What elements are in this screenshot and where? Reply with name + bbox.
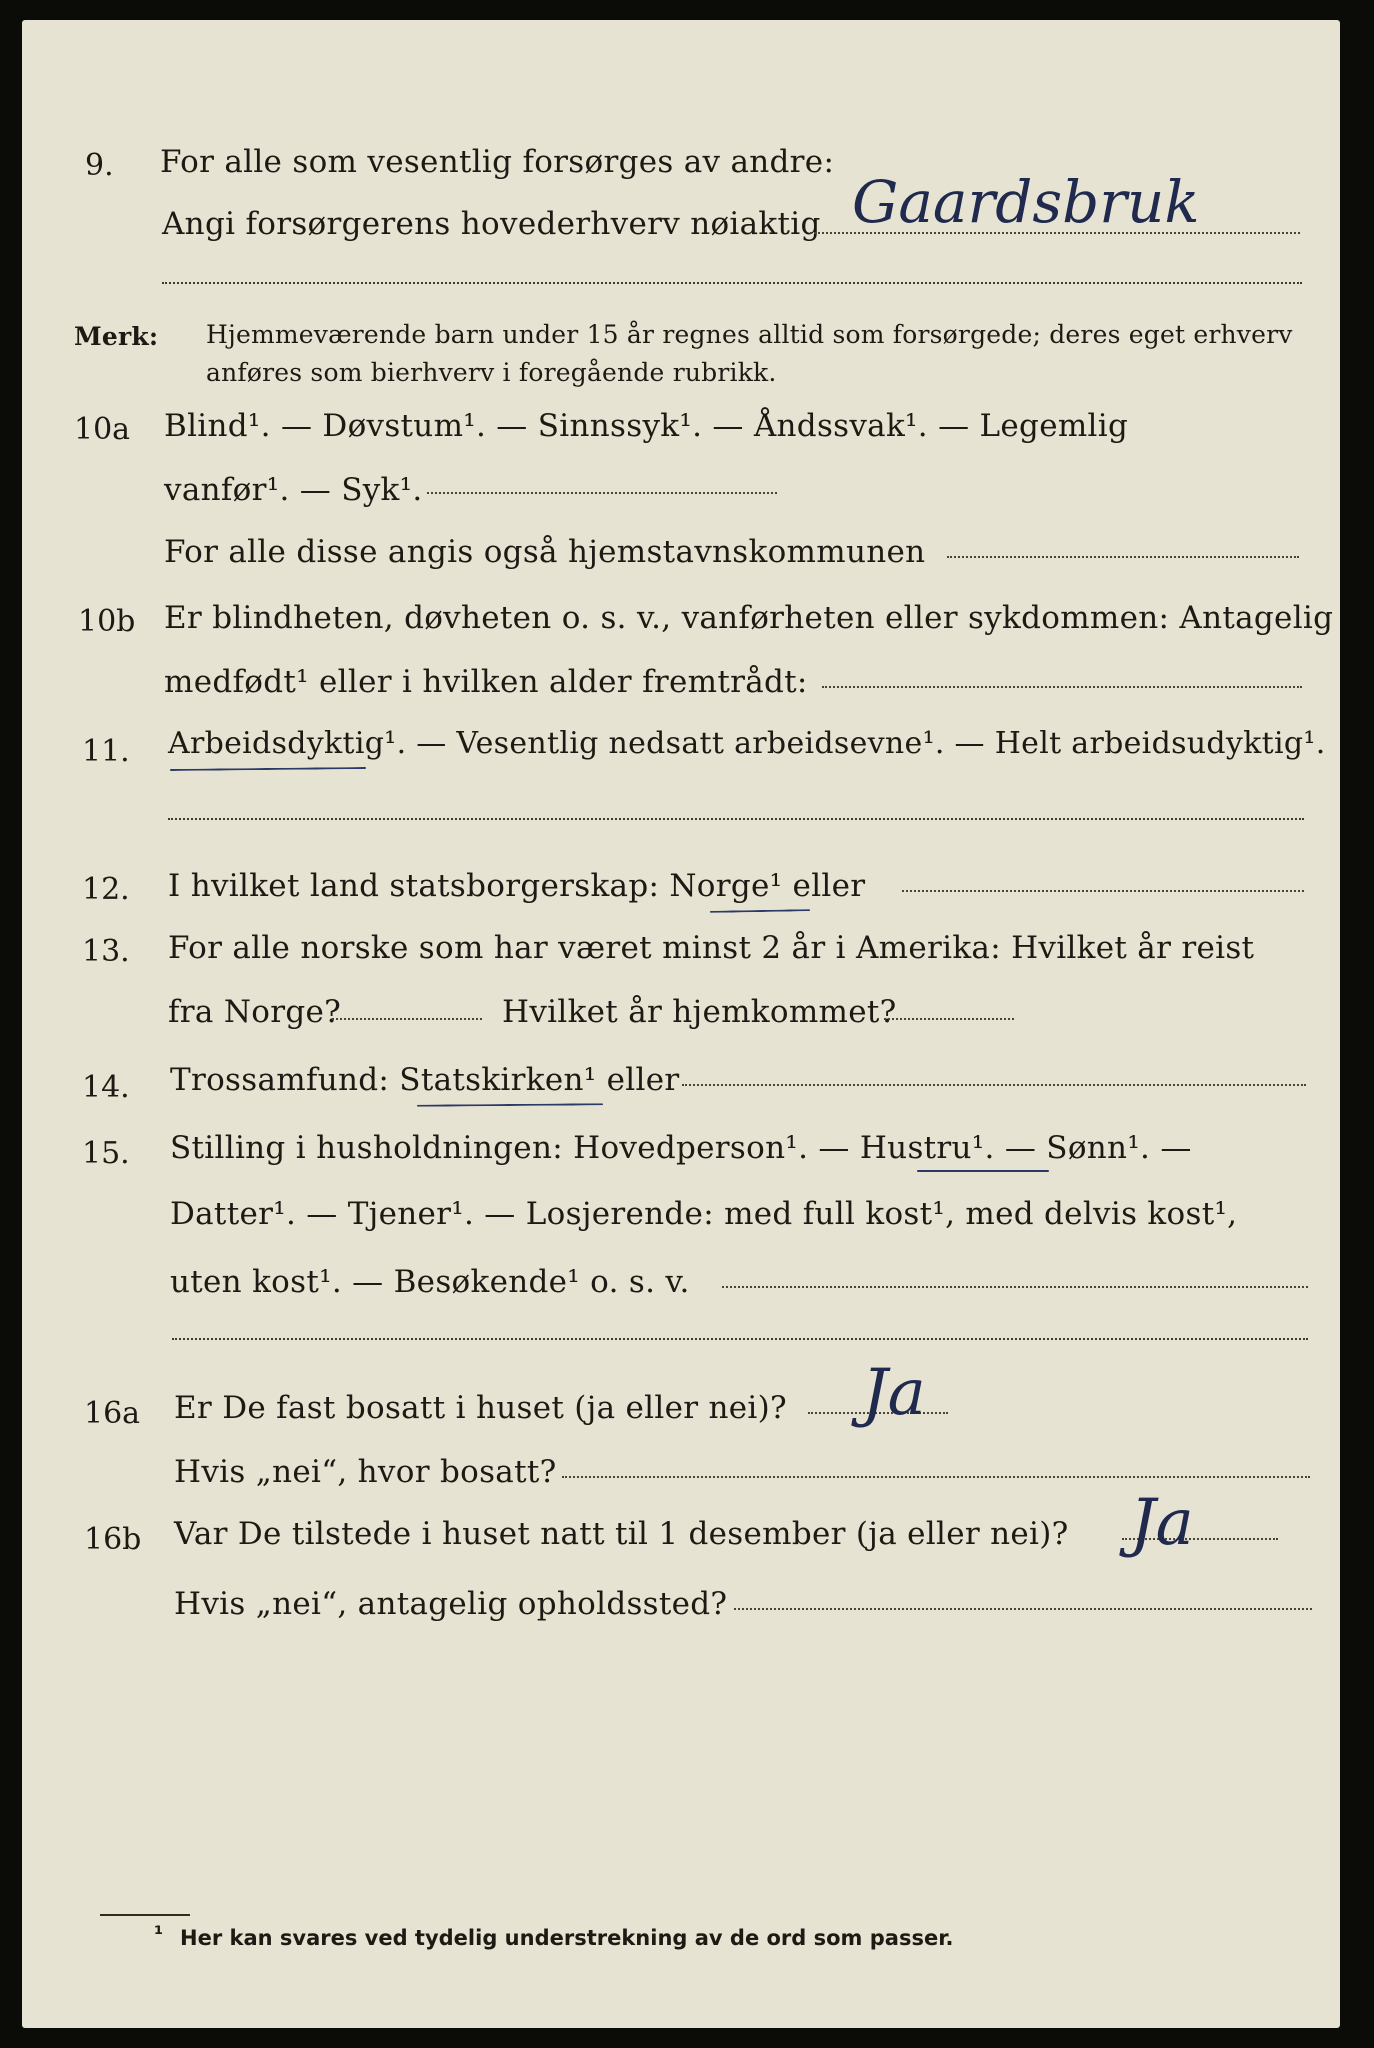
merk-line2: anføres som bierhverv i foregående rubrikk. (206, 358, 777, 387)
q15-handwritten-underline (917, 1170, 1049, 1172)
q10b-line2: medfødt¹ eller i hvilken alder fremtrådt: (164, 664, 808, 700)
q15-line1: Stilling i husholdningen: Hovedperson¹. — Hustru¹. — Sønn¹. — (170, 1130, 1192, 1166)
q14-number: 14. (82, 1070, 130, 1105)
q9-extra-line (162, 282, 1302, 284)
q14-answer-line (682, 1084, 1306, 1086)
q16b-location-line (734, 1608, 1312, 1610)
q9-question-line2: Angi forsørgerens hovederhverv nøiaktig (162, 206, 821, 242)
merk-label: Merk: (74, 322, 159, 351)
q13-departure-line (332, 1018, 482, 1020)
q9-question-line1: For alle som vesentlig forsørges av andre: (160, 144, 835, 180)
q16a-handwritten-answer: Ja (862, 1356, 926, 1430)
q12-answer-line (902, 890, 1304, 892)
q12-line1: I hvilket land statsborgerskap: Norge¹ eller (168, 868, 866, 904)
q11-line1: Arbeidsdyktig¹. — Vesentlig nedsatt arbeidsevne¹. — Helt arbeidsudyktig¹. (168, 726, 1326, 761)
footnote-text: Her kan svares ved tydelig understrekning av de ord som passer. (180, 1926, 954, 1950)
q12-number: 12. (82, 872, 130, 907)
q10a-line2: vanfør¹. — Syk¹. (164, 472, 423, 508)
q10b-line1: Er blindheten, døvheten o. s. v., vanførheten eller sykdommen: Antagelig (164, 600, 1334, 636)
q9-number: 9. (85, 148, 114, 183)
q16b-handwritten-answer: Ja (1130, 1486, 1194, 1560)
q13-number: 13. (82, 934, 130, 969)
census-form-page (22, 20, 1340, 2028)
q16a-line1: Er De fast bosatt i huset (ja eller nei)? (174, 1390, 787, 1426)
q13-line2b: Hvilket år hjemkommet? (502, 994, 897, 1030)
q10b-answer-line (822, 686, 1302, 688)
q11-answer-line (168, 818, 1304, 820)
q16b-line1: Var De tilstede i huset natt til 1 desember (ja eller nei)? (174, 1516, 1069, 1552)
q15-line3: uten kost¹. — Besøkende¹ o. s. v. (170, 1264, 690, 1300)
q14-line1: Trossamfund: Statskirken¹ eller (170, 1062, 680, 1098)
footnote-rule (100, 1914, 190, 1916)
q10a-answer-line (427, 492, 777, 494)
footnote-mark: ¹ (154, 1922, 164, 1946)
q16a-residence-line (562, 1476, 1310, 1478)
q9-handwritten-answer: Gaardsbruk (852, 168, 1200, 236)
q11-handwritten-underline (170, 767, 366, 771)
q10a-line1: Blind¹. — Døvstum¹. — Sinnssyk¹. — Åndssvak¹. — Legemlig (164, 408, 1129, 444)
q16b-number: 16b (84, 1522, 142, 1557)
q13-line2a: fra Norge? (168, 994, 342, 1030)
q15-extra-line (172, 1338, 1308, 1340)
q16a-line2: Hvis „nei“, hvor bosatt? (174, 1454, 557, 1490)
q9-answer-line (810, 232, 1300, 234)
q10a-line3: For alle disse angis også hjemstavnskommunen (164, 534, 926, 570)
q16a-number: 16a (84, 1396, 141, 1431)
q10b-number: 10b (78, 604, 136, 639)
q15-number: 15. (82, 1136, 130, 1171)
q15-line2: Datter¹. — Tjener¹. — Losjerende: med full kost¹, med delvis kost¹, (170, 1196, 1238, 1232)
q12-handwritten-underline (710, 909, 810, 913)
q15-answer-line (722, 1286, 1308, 1288)
q16b-line2: Hvis „nei“, antagelig opholdssted? (174, 1586, 728, 1622)
q11-number: 11. (82, 734, 130, 769)
q10a-hometown-line (947, 556, 1299, 558)
q14-handwritten-underline (417, 1103, 603, 1107)
q13-line1: For alle norske som har været minst 2 år i Amerika: Hvilket år reist (168, 930, 1255, 966)
q13-return-line (884, 1018, 1014, 1020)
merk-line1: Hjemmeværende barn under 15 år regnes alltid som forsørgede; deres eget erhverv (206, 320, 1293, 349)
q10a-number: 10a (74, 412, 131, 447)
